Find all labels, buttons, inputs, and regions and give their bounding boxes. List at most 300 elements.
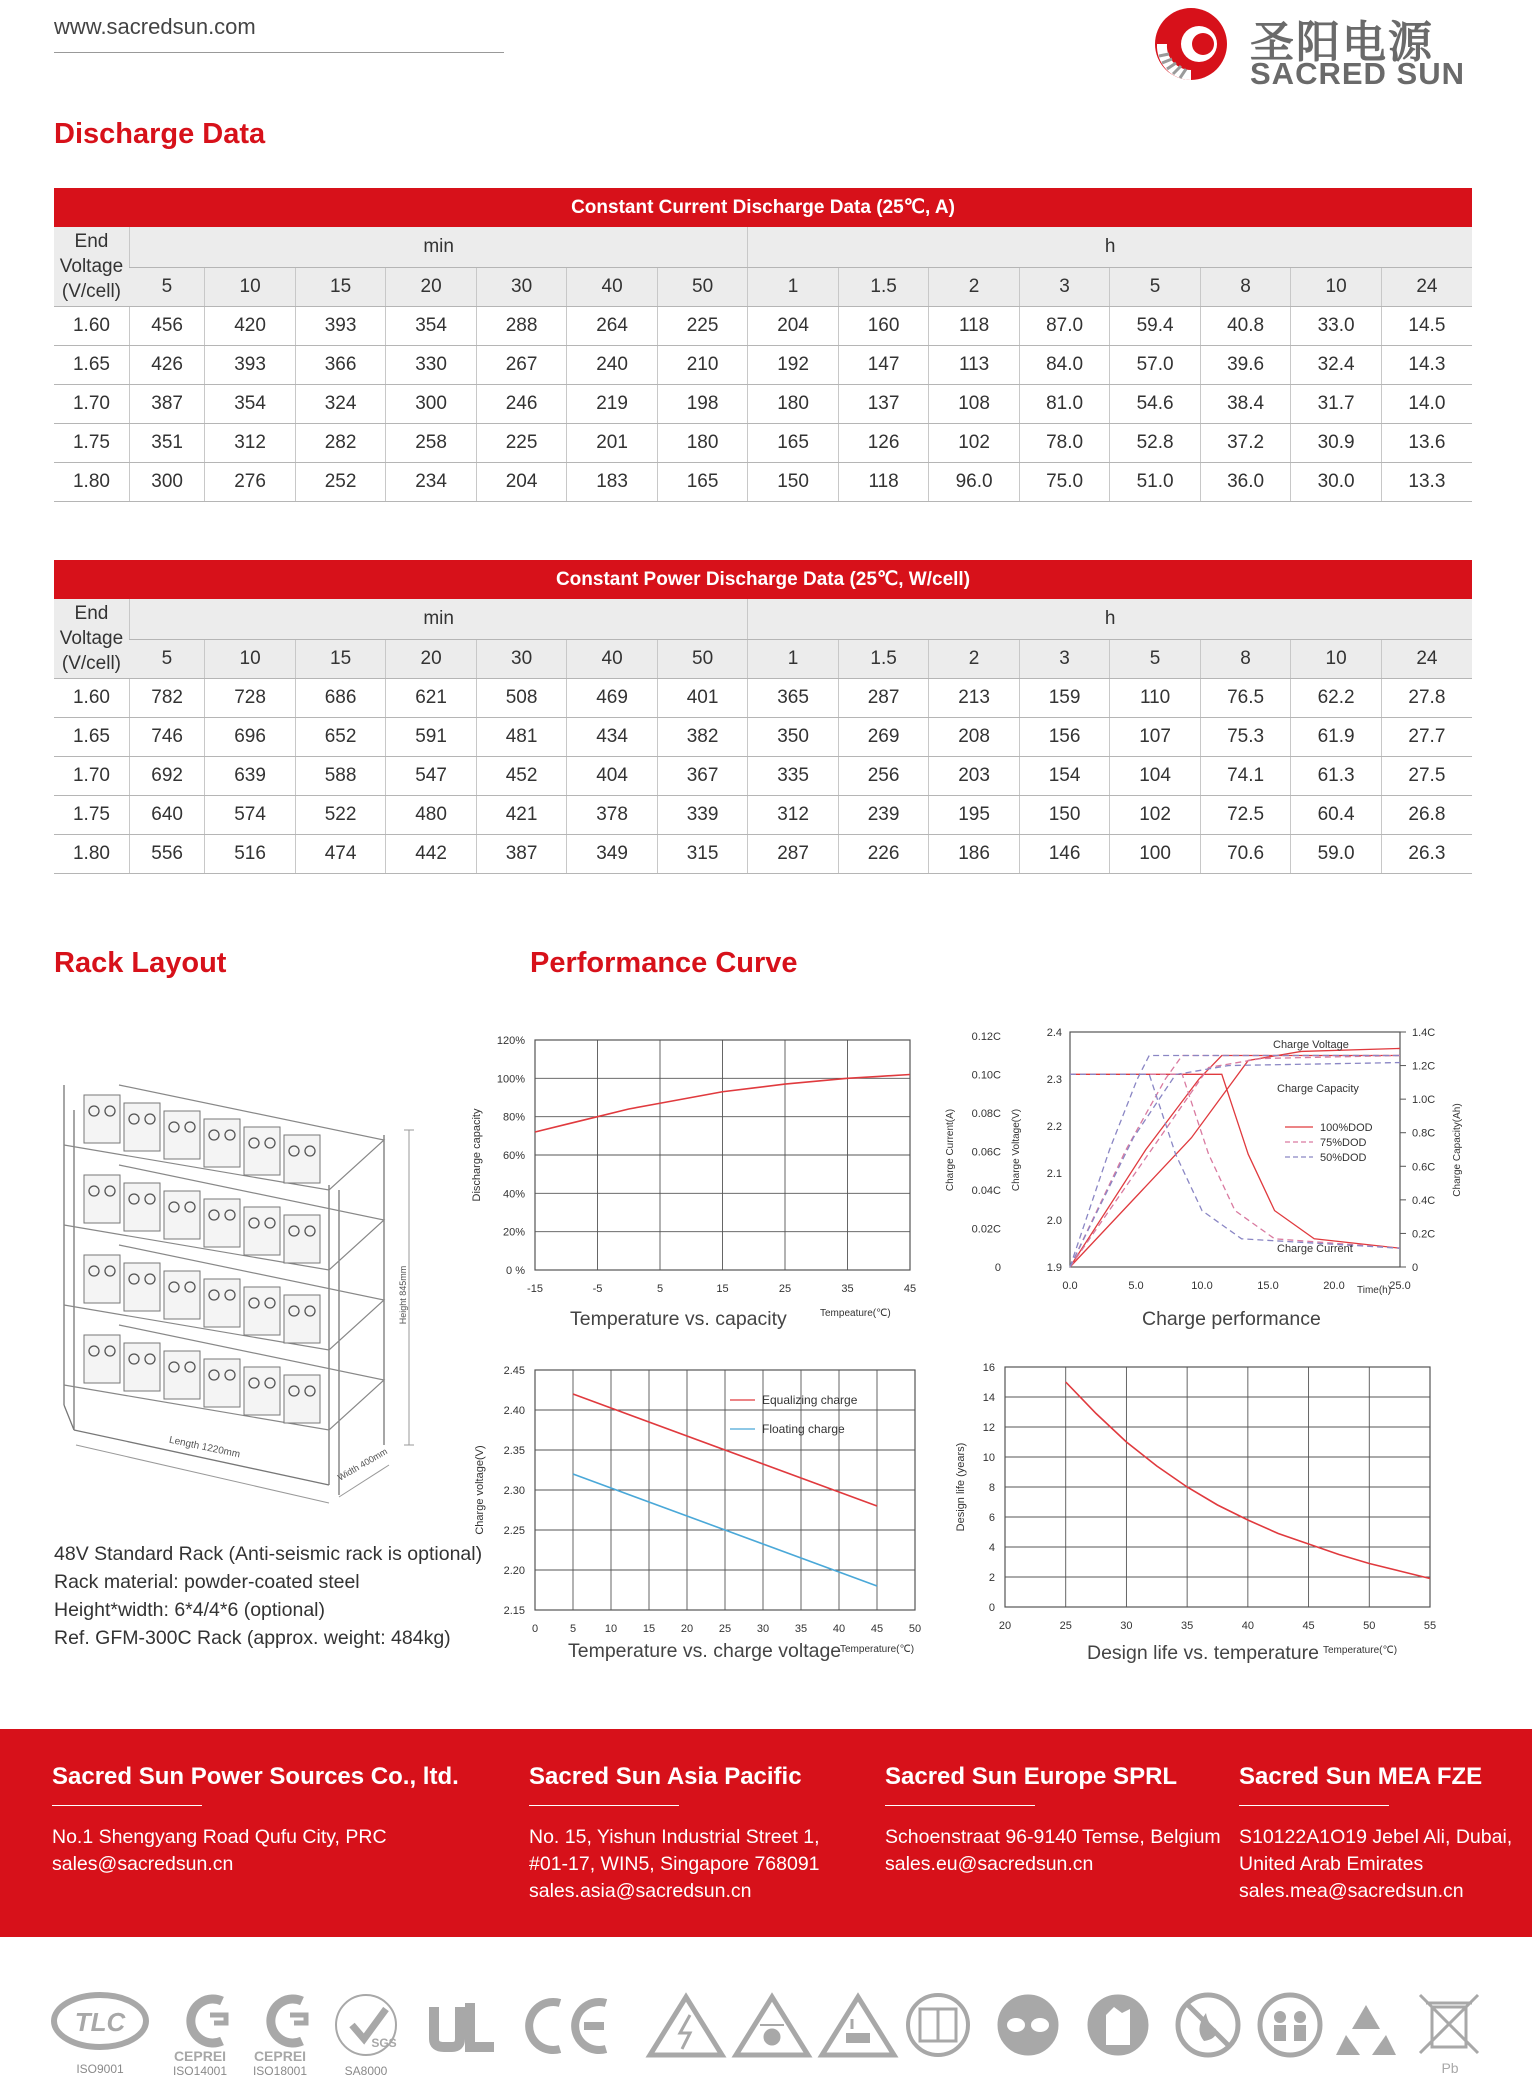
legend-label: Floating charge <box>762 1422 845 1436</box>
table-cell: 33.0 <box>1291 306 1382 345</box>
table-cell: 547 <box>386 756 477 795</box>
x-tick-label: 20 <box>680 1623 694 1635</box>
voltage-tick-label: 2.1 <box>1046 1168 1062 1180</box>
table-cell: 393 <box>205 345 296 384</box>
corrosive-hazard-icon <box>822 1997 894 2055</box>
table-cell: 746 <box>129 717 204 756</box>
x-tick-label: 5 <box>569 1623 577 1635</box>
office-name: Sacred Sun MEA FZE <box>1239 1763 1483 1790</box>
table-row <box>54 306 1472 345</box>
rack-note: Rack material: powder-coated steel <box>54 1571 360 1593</box>
table-cell: 508 <box>476 678 567 717</box>
gloves-icon <box>1088 1995 1148 2055</box>
office-name: Sacred Sun Asia Pacific <box>529 1763 802 1790</box>
legend-label: Equalizing charge <box>762 1393 858 1407</box>
rack-drawing <box>54 1025 454 1505</box>
table-cell: 442 <box>386 834 477 873</box>
table-cell: 387 <box>476 834 567 873</box>
voltage-tick-label: 2.3 <box>1046 1074 1062 1086</box>
y-tick-label: 2.35 <box>503 1445 525 1457</box>
table-cell: 324 <box>295 384 386 423</box>
x-axis-label: Time(h) <box>1357 1285 1392 1296</box>
column-header: 1.5 <box>838 639 929 678</box>
office-address: S10122A1O19 Jebel Ali, Dubai, <box>1239 1826 1513 1848</box>
y-tick-label: 80% <box>502 1111 525 1124</box>
table-cell: 287 <box>838 678 929 717</box>
table-cell: 1.75 <box>54 795 129 834</box>
table-cell: 335 <box>748 756 839 795</box>
table-cell: 30.0 <box>1291 462 1382 501</box>
column-header: 30 <box>476 267 567 306</box>
table-cell: 75.3 <box>1200 717 1291 756</box>
voltage-tick-label: 1.9 <box>1046 1262 1062 1274</box>
column-header: 10 <box>205 639 296 678</box>
footer-contacts <box>0 1729 1532 1937</box>
office-email[interactable]: sales@sacredsun.cn <box>52 1853 234 1875</box>
office-address: United Arab Emirates <box>1239 1853 1424 1875</box>
table-cell: 234 <box>386 462 477 501</box>
table-cell: 652 <box>295 717 386 756</box>
battery-cell <box>284 1375 320 1423</box>
x-tick-label: 55 <box>1423 1620 1437 1632</box>
table-cell: 160 <box>838 306 929 345</box>
table-cell: 621 <box>386 678 477 717</box>
logo-mark-icon <box>1145 0 1245 92</box>
svg-text:TLC: TLC <box>74 2007 126 2037</box>
table-cell: 267 <box>476 345 567 384</box>
footer-office-hq <box>52 1763 459 1878</box>
table-cell: 137 <box>838 384 929 423</box>
current-tick-label: 0.06C <box>971 1146 1001 1159</box>
column-header: 5 <box>1110 267 1201 306</box>
table-cell: 426 <box>129 345 204 384</box>
column-header: 2 <box>929 267 1020 306</box>
table-cell: 30.9 <box>1291 423 1382 462</box>
table-cell: 57.0 <box>1110 345 1201 384</box>
table-cell: 421 <box>476 795 567 834</box>
capacity-tick-label: 1.0C <box>1412 1094 1436 1107</box>
table-cell: 102 <box>929 423 1020 462</box>
table-cell: 87.0 <box>1019 306 1110 345</box>
table-cell: 269 <box>838 717 929 756</box>
battery-cell <box>284 1135 320 1183</box>
column-header: 10 <box>1291 267 1382 306</box>
x-tick-label: -15 <box>527 1283 543 1295</box>
table-cell: 365 <box>748 678 839 717</box>
current-tick-label: 0 <box>994 1262 1001 1274</box>
table-cell: 288 <box>476 306 567 345</box>
table-cell: 32.4 <box>1291 345 1382 384</box>
column-header: 2 <box>929 639 1020 678</box>
table-cell: 226 <box>838 834 929 873</box>
table-row <box>54 834 1472 873</box>
battery-cell <box>164 1271 200 1319</box>
battery-cell <box>124 1183 160 1231</box>
design-life-vs-temperature-chart <box>950 1355 1440 1655</box>
x-tick-label: 20.0 <box>1323 1280 1345 1292</box>
x-axis-label: Tempeature(℃) <box>820 1308 891 1319</box>
table-cell: 1.70 <box>54 756 129 795</box>
battery-cell <box>164 1111 200 1159</box>
table-cell: 225 <box>657 306 748 345</box>
office-email[interactable]: sales.eu@sacredsun.cn <box>885 1853 1094 1875</box>
battery-cell <box>124 1263 160 1311</box>
x-tick-label: 35 <box>1181 1620 1194 1632</box>
table-cell: 13.3 <box>1381 462 1472 501</box>
table-cell: 367 <box>657 756 748 795</box>
table-cell: 147 <box>838 345 929 384</box>
table-cell: 51.0 <box>1110 462 1201 501</box>
curve-annotation: Charge Capacity <box>1277 1083 1359 1095</box>
column-header: 1 <box>748 267 839 306</box>
x-tick-label: 30 <box>756 1623 770 1635</box>
table-cell: 100 <box>1110 834 1201 873</box>
footer-office-europe <box>885 1763 1221 1878</box>
table-row <box>54 678 1472 717</box>
table-cell: 146 <box>1019 834 1110 873</box>
rack-width-label: Width 400mm <box>335 1446 390 1483</box>
y-axis-label: Charge voltage(V) <box>474 1445 486 1535</box>
table-cell: 219 <box>567 384 658 423</box>
table-cell: 204 <box>748 306 839 345</box>
column-header: 20 <box>386 639 477 678</box>
voltage-tick-label: 2.4 <box>1046 1027 1062 1039</box>
table-cell: 210 <box>657 345 748 384</box>
voltage-tick-label: 2.0 <box>1046 1215 1062 1227</box>
battery-cell <box>204 1199 240 1247</box>
minutes-group-header: min <box>129 599 747 639</box>
table-cell: 38.4 <box>1200 384 1291 423</box>
y-tick-label: 6 <box>988 1512 995 1524</box>
constant-current-table <box>54 188 1472 502</box>
table-cell: 37.2 <box>1200 423 1291 462</box>
plot-frame <box>1070 1032 1400 1267</box>
capacity-tick-label: 0.8C <box>1412 1127 1436 1140</box>
y-tick-label: 2 <box>988 1572 995 1584</box>
table-cell: 728 <box>205 678 296 717</box>
table-cell: 31.7 <box>1291 384 1382 423</box>
table-cell: 113 <box>929 345 1020 384</box>
x-tick-label: 20 <box>998 1620 1012 1632</box>
sacred-sun-logo <box>1145 0 1465 92</box>
capacity-tick-label: 0.2C <box>1412 1228 1436 1241</box>
table-cell: 452 <box>476 756 567 795</box>
table-cell: 387 <box>129 384 204 423</box>
chart-caption: Design life vs. temperature <box>1087 1642 1319 1664</box>
column-header: 10 <box>1291 639 1382 678</box>
table-cell: 366 <box>295 345 386 384</box>
end-voltage-header: End Voltage (V/cell) <box>54 227 129 306</box>
table-cell: 434 <box>567 717 658 756</box>
table-cell: 183 <box>567 462 658 501</box>
table-cell: 420 <box>205 306 296 345</box>
table-cell: 782 <box>129 678 204 717</box>
performance-curve-title: Performance Curve <box>530 947 798 979</box>
office-email[interactable]: sales.mea@sacredsun.cn <box>1239 1880 1464 1902</box>
y-axis-label: Charge Capacity(Ah) <box>1452 1103 1463 1197</box>
office-address: Schoenstraat 96-9140 Temse, Belgium <box>885 1826 1221 1848</box>
y-tick-label: 14 <box>982 1392 995 1404</box>
table-cell: 195 <box>929 795 1020 834</box>
electric-hazard-icon <box>650 1997 722 2055</box>
charge-performance-chart <box>935 1020 1475 1325</box>
table-cell: 696 <box>205 717 296 756</box>
table-cell: 300 <box>386 384 477 423</box>
table-cell: 354 <box>205 384 296 423</box>
legend-label: 100%DOD <box>1320 1122 1373 1134</box>
table-cell: 26.3 <box>1381 834 1472 873</box>
x-tick-label: 25 <box>1059 1620 1072 1632</box>
x-tick-label: 5 <box>656 1283 664 1295</box>
battery-cell <box>204 1359 240 1407</box>
y-tick-label: 2.40 <box>503 1405 525 1417</box>
y-tick-label: 120% <box>496 1035 525 1047</box>
svg-text:ISO14001: ISO14001 <box>172 2064 228 2078</box>
y-axis-label: Charge Current(A) <box>945 1108 956 1192</box>
curve-annotation: Charge Current <box>1277 1243 1353 1255</box>
y-tick-label: 2.20 <box>503 1565 525 1577</box>
table-cell: 61.3 <box>1291 756 1382 795</box>
table-row <box>54 423 1472 462</box>
rack-notes <box>54 1540 482 1652</box>
table-cell: 639 <box>205 756 296 795</box>
column-header: 24 <box>1381 639 1472 678</box>
table-cell: 1.65 <box>54 717 129 756</box>
table-cell: 469 <box>567 678 658 717</box>
footer-office-asia <box>529 1763 820 1905</box>
table-cell: 192 <box>748 345 839 384</box>
table-row <box>54 345 1472 384</box>
certification-strip <box>0 1985 1532 2079</box>
minutes-group-header: min <box>129 227 747 267</box>
y-tick-label: 2.30 <box>503 1485 525 1497</box>
table-cell: 1.70 <box>54 384 129 423</box>
table-row <box>54 795 1472 834</box>
table-cell: 84.0 <box>1019 345 1110 384</box>
table-cell: 339 <box>657 795 748 834</box>
y-tick-label: 0 % <box>506 1265 525 1277</box>
table-cell: 180 <box>657 423 748 462</box>
x-axis-label: Temperature(℃) <box>1323 1645 1398 1655</box>
svg-text:SGS: SGS <box>371 2036 397 2050</box>
y-tick-label: 2.15 <box>503 1605 525 1617</box>
capacity-tick-label: 1.2C <box>1412 1060 1436 1073</box>
current-tick-label: 0.08C <box>971 1107 1001 1120</box>
table-cell: 382 <box>657 717 748 756</box>
table-cell: 1.60 <box>54 678 129 717</box>
table-cell: 54.6 <box>1110 384 1201 423</box>
svg-text:ISO18001: ISO18001 <box>252 2064 308 2078</box>
table-cell: 591 <box>386 717 477 756</box>
end-voltage-header: End Voltage (V/cell) <box>54 599 129 678</box>
table-cell: 258 <box>386 423 477 462</box>
explosive-hazard-icon <box>736 1997 808 2055</box>
office-email[interactable]: sales.asia@sacredsun.cn <box>529 1880 752 1902</box>
x-tick-label: 25 <box>718 1623 732 1635</box>
table-cell: 456 <box>129 306 204 345</box>
x-tick-label: 10 <box>604 1623 618 1635</box>
table-cell: 74.1 <box>1200 756 1291 795</box>
office-name: Sacred Sun Power Sources Co., ltd. <box>52 1763 459 1790</box>
column-header: 5 <box>129 267 204 306</box>
table-cell: 14.5 <box>1381 306 1472 345</box>
table-cell: 239 <box>838 795 929 834</box>
capacity-tick-label: 0.6C <box>1412 1161 1436 1174</box>
table-cell: 159 <box>1019 678 1110 717</box>
table-cell: 556 <box>129 834 204 873</box>
table-cell: 104 <box>1110 756 1201 795</box>
table-cell: 198 <box>657 384 748 423</box>
curve-annotation: Charge Voltage <box>1273 1039 1349 1051</box>
svg-text:CEPREI: CEPREI <box>253 2048 307 2064</box>
y-tick-label: 2.45 <box>503 1365 525 1377</box>
svg-text:CEPREI: CEPREI <box>173 2048 227 2064</box>
table-cell: 312 <box>205 423 296 462</box>
table-cell: 150 <box>748 462 839 501</box>
column-header: 50 <box>657 639 748 678</box>
current-tick-label: 0.04C <box>971 1184 1001 1197</box>
chart-caption: Temperature vs. capacity <box>570 1308 787 1330</box>
table-row <box>54 717 1472 756</box>
rack-note: Height*width: 6*4/4*6 (optional) <box>54 1599 326 1621</box>
x-tick-label: 25 <box>778 1283 792 1295</box>
temperature-vs-charge-voltage-chart <box>465 1355 945 1655</box>
table-cell: 96.0 <box>929 462 1020 501</box>
table-cell: 378 <box>567 795 658 834</box>
no-fire-icon <box>1178 1995 1238 2055</box>
table-cell: 59.4 <box>1110 306 1201 345</box>
rack-note: 48V Standard Rack (Anti-seismic rack is optional) <box>54 1543 483 1565</box>
sgs-sa8000-icon <box>336 1995 397 2078</box>
table-cell: 1.80 <box>54 834 129 873</box>
current-tick-label: 0.10C <box>971 1069 1001 1082</box>
constant-power-table <box>54 560 1472 874</box>
svg-text:Pb: Pb <box>1441 2060 1459 2076</box>
battery-cell <box>164 1191 200 1239</box>
column-header: 40 <box>567 639 658 678</box>
y-tick-label: 4 <box>988 1542 995 1554</box>
table-cell: 264 <box>567 306 658 345</box>
battery-cell <box>124 1103 160 1151</box>
table-cell: 252 <box>295 462 386 501</box>
table-cell: 150 <box>1019 795 1110 834</box>
y-tick-label: 20% <box>502 1226 525 1239</box>
y-tick-label: 0 <box>988 1602 995 1614</box>
table-cell: 201 <box>567 423 658 462</box>
table-row <box>54 462 1472 501</box>
y-axis-label: Charge Voltage(V) <box>1011 1108 1022 1192</box>
table-cell: 186 <box>929 834 1020 873</box>
x-tick-label: 15.0 <box>1257 1280 1279 1292</box>
chart-caption: Charge performance <box>1142 1308 1321 1330</box>
table-cell: 522 <box>295 795 386 834</box>
y-tick-label: 16 <box>982 1362 995 1374</box>
table-cell: 574 <box>205 795 296 834</box>
table-cell: 27.5 <box>1381 756 1472 795</box>
column-header: 40 <box>567 267 658 306</box>
table-cell: 692 <box>129 756 204 795</box>
table-cell: 204 <box>476 462 567 501</box>
rack-note: Ref. GFM-300C Rack (approx. weight: 484kg) <box>54 1627 451 1649</box>
table-cell: 354 <box>386 306 477 345</box>
table-cell: 351 <box>129 423 204 462</box>
battery-cell <box>244 1207 280 1255</box>
x-tick-label: 35 <box>794 1623 808 1635</box>
hours-group-header: h <box>748 227 1472 267</box>
recycle-icon <box>1336 2005 1396 2055</box>
table-cell: 110 <box>1110 678 1201 717</box>
table-cell: 225 <box>476 423 567 462</box>
table-cell: 213 <box>929 678 1020 717</box>
x-tick-label: 45 <box>903 1283 917 1295</box>
table-cell: 26.8 <box>1381 795 1472 834</box>
x-tick-label: 0 <box>531 1623 539 1635</box>
table-cell: 118 <box>929 306 1020 345</box>
table-caption: Constant Current Discharge Data (25℃, A) <box>54 188 1472 227</box>
office-name: Sacred Sun Europe SPRL <box>885 1763 1178 1790</box>
capacity-tick-label: 1.4C <box>1412 1027 1436 1039</box>
table-cell: 59.0 <box>1291 834 1382 873</box>
website-url[interactable]: www.sacredsun.com <box>54 14 256 39</box>
capacity-tick-label: 0 <box>1412 1262 1419 1274</box>
table-cell: 1.80 <box>54 462 129 501</box>
table-cell: 208 <box>929 717 1020 756</box>
table-row <box>54 756 1472 795</box>
x-tick-label: 50 <box>908 1623 922 1635</box>
table-cell: 180 <box>748 384 839 423</box>
x-tick-label: 50 <box>1363 1620 1376 1632</box>
table-cell: 81.0 <box>1019 384 1110 423</box>
x-tick-label: 10.0 <box>1191 1280 1213 1292</box>
y-tick-label: 10 <box>982 1452 995 1464</box>
read-instructions-icon <box>908 1995 968 2055</box>
table-caption: Constant Power Discharge Data (25℃, W/cell) <box>54 560 1472 599</box>
column-header: 30 <box>476 639 567 678</box>
table-cell: 39.6 <box>1200 345 1291 384</box>
no-bin-pb-icon <box>1420 1995 1478 2076</box>
battery-cell <box>124 1343 160 1391</box>
table-cell: 300 <box>129 462 204 501</box>
table-cell: 27.7 <box>1381 717 1472 756</box>
table-cell: 404 <box>567 756 658 795</box>
table-cell: 27.8 <box>1381 678 1472 717</box>
table-cell: 108 <box>929 384 1020 423</box>
battery-cell <box>284 1295 320 1343</box>
logo-english-text: SACRED SUN <box>1250 56 1465 91</box>
column-header: 15 <box>295 639 386 678</box>
column-header: 15 <box>295 267 386 306</box>
office-address: #01-17, WIN5, Singapore 768091 <box>529 1853 820 1875</box>
ceprei-iso18001-icon <box>253 1999 307 2078</box>
y-tick-label: 60% <box>502 1150 525 1162</box>
table-cell: 1.75 <box>54 423 129 462</box>
x-tick-label: -5 <box>592 1283 603 1295</box>
x-tick-label: 35 <box>841 1283 854 1295</box>
battery-cell <box>204 1119 240 1167</box>
voltage-tick-label: 2.2 <box>1046 1121 1062 1133</box>
table-cell: 62.2 <box>1291 678 1382 717</box>
column-header: 5 <box>1110 639 1201 678</box>
table-cell: 312 <box>748 795 839 834</box>
table-cell: 118 <box>838 462 929 501</box>
table-cell: 474 <box>295 834 386 873</box>
battery-cell <box>84 1255 120 1303</box>
table-cell: 14.0 <box>1381 384 1472 423</box>
legend-label: 75%DOD <box>1320 1137 1367 1149</box>
office-address: No.1 Shengyang Road Qufu City, PRC <box>52 1826 387 1848</box>
column-header: 8 <box>1200 639 1291 678</box>
table-cell: 36.0 <box>1200 462 1291 501</box>
